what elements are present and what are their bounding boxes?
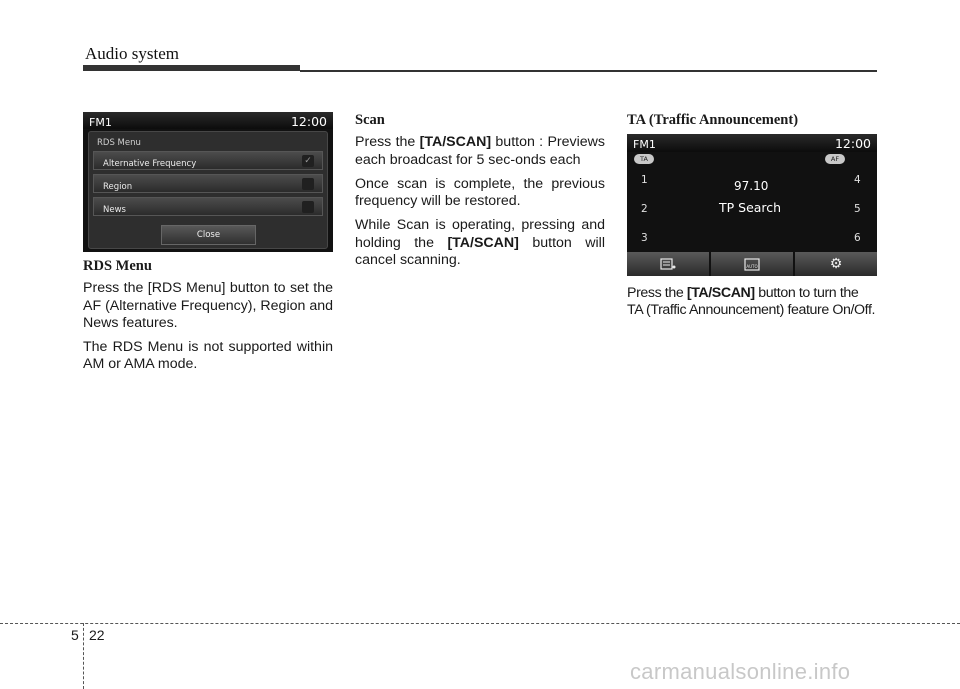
tp-search-label: TP Search [719,200,782,216]
scan-paragraph-2: Once scan is complete, the previous frequency will be restored. [355,175,605,210]
clock: 12:00 [290,114,327,129]
rds-item-news[interactable] [93,197,323,216]
rds-menu-panel [88,131,328,249]
preset-3[interactable]: 3 [641,232,648,245]
scan-paragraph-3 [355,217,605,269]
auto-label: AUTO [746,263,758,269]
rds-menu-title: RDS Menu [97,138,141,148]
column-traffic-announcement [627,112,877,325]
radio-list-button[interactable] [627,252,709,276]
close-button[interactable]: Close [161,225,256,245]
button-reference: [TA/SCAN] [447,234,519,251]
gear-icon: ⚙ [829,256,843,273]
text: button will cancel scanning. [355,234,605,269]
scan-paragraph-1 [355,134,605,169]
scan-heading: Scan [355,112,385,128]
band-label: FM1 [633,138,656,152]
clock: 12:00 [834,136,871,152]
preset-6[interactable]: 6 [854,232,861,245]
text: Press the [355,134,420,151]
header-rule-thin [300,70,877,72]
rds-menu-paragraph-2: The RDS Menu is not supported within AM or AMA mode. [83,339,333,373]
auto-store-button[interactable] [711,252,793,276]
button-reference: [TA/SCAN] [419,134,492,151]
screen-status-bar [83,112,333,129]
column-scan [355,112,605,276]
text: button to turn the TA (Traffic Announcement) feature On/Off. [627,285,876,318]
rds-item-label: Region [103,182,133,192]
preset-5[interactable]: 5 [854,203,861,216]
rds-item-alternative-frequency[interactable] [93,151,323,170]
preset-1[interactable]: 1 [641,174,648,187]
checkbox-icon[interactable] [302,178,314,190]
preset-4[interactable]: 4 [854,174,861,187]
checkbox-icon[interactable] [302,201,314,213]
footer-divider [83,623,84,689]
screen-status-bar [627,134,877,152]
text: Press the [627,285,687,302]
auto-store-icon [744,258,760,271]
rds-item-label: News [103,205,126,215]
button-reference: [TA/SCAN] [686,285,755,302]
af-badge: AF [825,154,845,164]
preset-2[interactable]: 2 [641,203,648,216]
rds-menu-heading: RDS Menu [83,258,152,274]
tp-search-screen [627,134,877,276]
ta-heading: TA (Traffic Announcement) [627,112,799,128]
text: button : Previews each broadcast for 5 sec-onds each [355,134,605,168]
watermark: carmanualsonline.info [630,659,851,684]
band-label: FM1 [89,116,112,129]
screen-button-bar [627,252,877,276]
text: While Scan is operating, pressing and holding the [355,217,605,251]
settings-button[interactable] [795,252,877,276]
rds-menu-screen [83,112,333,252]
rds-menu-paragraph-1: Press the [RDS Menu] button to set the AF (Alternative Frequency), Region and News features. [83,280,333,331]
rds-item-region[interactable] [93,174,323,193]
header-rule-thick [83,65,300,71]
ta-paragraph [627,285,877,318]
radio-list-icon [660,258,676,270]
section-title: Audio system [85,44,179,63]
page-number: 22 [89,627,105,643]
column-rds-menu [83,112,333,381]
rds-item-label: Alternative Frequency [103,159,197,169]
check-icon[interactable]: ✓ [302,155,314,167]
chapter-number: 5 [71,627,79,643]
ta-badge: TA [634,154,654,164]
frequency-display: 97.10 [734,179,769,194]
footer-rule [0,623,960,624]
